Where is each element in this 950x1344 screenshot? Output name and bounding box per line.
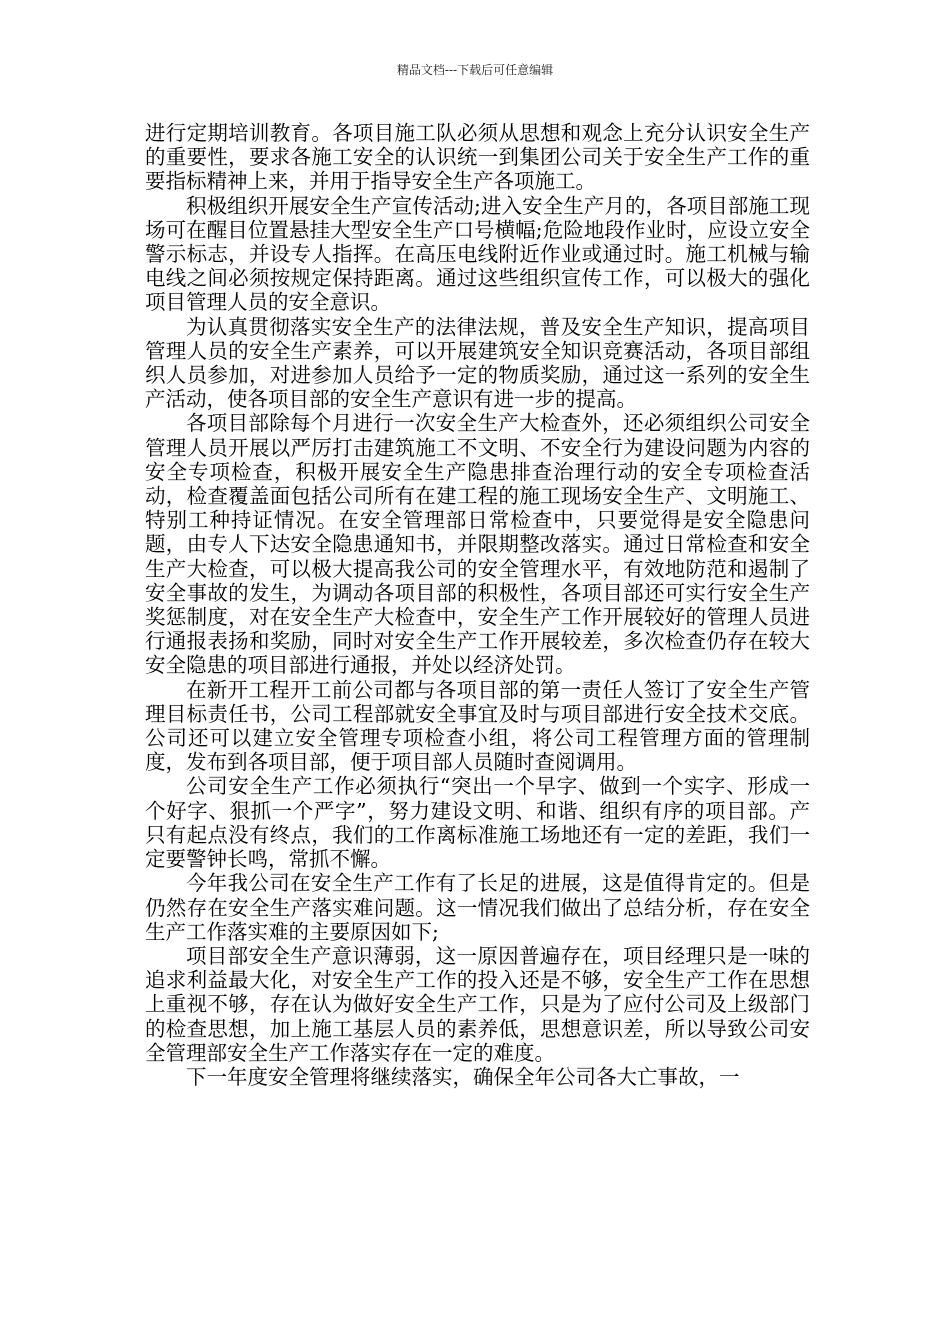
- paragraph-2: 积极组织开展安全生产宣传活动;进入安全生产月的，各项目部施工现场可在醒目位置悬挂大型安全生产口号横幅;危险地段作业时，应设立安全警示标志，并设专人指挥。在高压电线附近作业或通过时。施工机械与输电线之间必须按规定保持距离。通过这些组织宣传工作，可以极大的强化项目管理人员的安全意识。: [145, 193, 810, 315]
- paragraph-1: 进行定期培训教育。各项目施工队必须从思想和观念上充分认识安全生产的重要性，要求各施工安全的认识统一到集团公司关于安全生产工作的重要指标精神上来，并用于指导安全生产各项施工。: [145, 121, 810, 194]
- page-header: 精品文档---下载后可任意编辑: [396, 63, 554, 77]
- paragraph-8: 项目部安全生产意识薄弱，这一原因普遍存在，项目经理只是一味的追求利益最大化，对安全生产工作的投入还是不够，安全生产工作在思想上重视不够，存在认为做好安全生产工作，只是为了应付公司及上级部门的检查思想，加上施工基层人员的素养低，思想意识差，所以导致公司安全管理部安全生产工作落实存在一定的难度。: [145, 943, 810, 1065]
- paragraph-6: 公司安全生产工作必须执行“突出一个早字、做到一个实字、形成一个好字、狠抓一个严字”，努力建设文明、和谐、组织有序的项目部。产只有起点没有终点，我们的工作离标准施工场地还有一定的差距，我们一定要警钟长鸣，常抓不懈。: [145, 774, 810, 872]
- document-body: [145, 121, 810, 1089]
- paragraph-5: 在新开工程开工前公司都与各项目部的第一责任人签订了安全生产管理目标责任书，公司工程部就安全事宜及时与项目部进行安全技术交底。公司还可以建立安全管理专项检查小组，将公司工程管理方面的管理制度，发布到各项目部，便于项目部人员随时查阅调用。: [145, 677, 810, 775]
- paragraph-9: 下一年度安全管理将继续落实，确保全年公司各大亡事故，一: [186, 1064, 740, 1089]
- paragraph-3: 为认真贯彻落实安全生产的法律法规，普及安全生产知识，提高项目管理人员的安全生产素养，可以开展建筑安全知识竞赛活动，各项目部组织人员参加，对进参加人员给予一定的物质奖励，通过这一系列的安全生产活动，使各项目部的安全生产意识有进一步的提高。: [145, 314, 810, 412]
- paragraph-7: 今年我公司在安全生产工作有了长足的进展，这是值得肯定的。但是仍然存在安全生产落实难问题。这一情况我们做出了总结分析，存在安全生产工作落实难的主要原因如下;: [145, 871, 810, 944]
- paragraph-4: 各项目部除每个月进行一次安全生产大检查外，还必须组织公司安全管理人员开展以严厉打击建筑施工不文明、不安全行为建设问题为内容的安全专项检查，积极开展安全生产隐患排查治理行动的安全专项检查活动，检查覆盖面包括公司所有在建工程的施工现场安全生产、文明施工、特别工种持证情况。在安全管理部日常检查中，只要觉得是安全隐患问题，由专人下达安全隐患通知书，并限期整改落实。通过日常检查和安全生产大检查，可以极大提高我公司的安全管理水平，有效地防范和遏制了安全事故的发生，为调动各项目部的积极性，各项目部还可实行安全生产奖惩制度，对在安全生产大检查中，安全生产工作开展较好的管理人员进行通报表扬和奖励，同时对安全生产工作开展较差，多次检查仍存在较大安全隐患的项目部进行通报，并处以经济处罚。: [145, 411, 810, 678]
